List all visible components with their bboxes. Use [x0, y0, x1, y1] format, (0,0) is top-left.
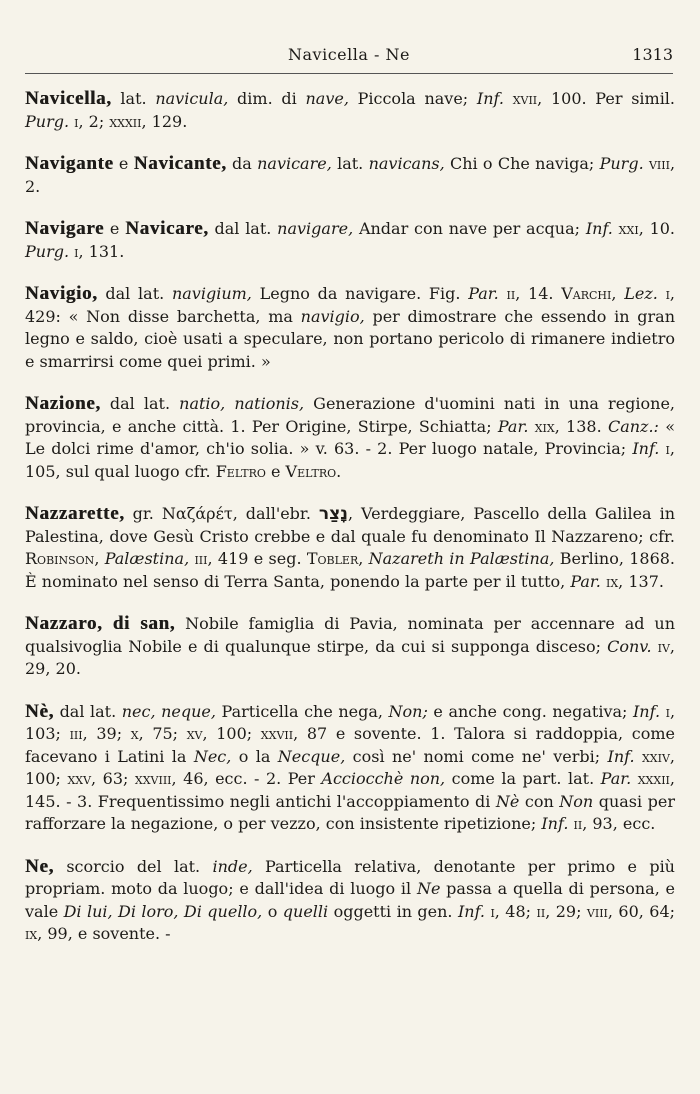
entry-text-run: xxxii [109, 111, 142, 131]
entry-text-run: xxvii [260, 724, 294, 743]
entry-text-run: quelli [282, 901, 329, 921]
entry-text-run: dal lat. [100, 394, 180, 413]
entry-text-run: navicans, [368, 154, 445, 173]
entry-text-run: Acciocchè non, [321, 769, 446, 788]
entry-text-run: Lez. [624, 284, 658, 303]
entry-text-run: Tobler [306, 549, 359, 568]
entry-text-run: Nè [495, 791, 520, 811]
entry-text-run: . [336, 461, 342, 481]
entry-text-run: come la part. lat. [445, 769, 601, 788]
entry-text-run: , 93, ecc. [582, 814, 656, 833]
entry-text-run: , 103; [25, 701, 676, 743]
entry-text-run: , Verdeggiare, Pascello della Galilea in Palestina, dove Gesù Cristo crebbe e dal quale fu denominato Il Nazzareno; cfr. [25, 504, 676, 546]
running-title: Navicella - Ne [288, 45, 410, 64]
entry-text-run: ii [568, 814, 583, 833]
entry-text-run: i [485, 901, 495, 921]
entry-text-run: per dimostrare che essendo in gran legno e saldo, cioè usati a speculare, non portano pericolo di rimanere indietro e smarrirsi come quei primi. » [25, 306, 675, 371]
entry-text-run: Particella che nega, [215, 701, 389, 721]
entry-text-run: xxxii [631, 769, 670, 788]
entry-text-run: lat. [111, 89, 156, 108]
entry-text-run: navigio, [300, 306, 365, 326]
entry-text-run: Par. [600, 769, 632, 788]
entry-text-run: Chi o Che naviga; [444, 154, 600, 173]
dictionary-entry [25, 153, 675, 198]
entry-text-run: , 100. Per simil. [537, 89, 676, 108]
entry-headword: Navigio, [25, 283, 98, 304]
entry-text-run: , 131. [78, 241, 125, 261]
dictionary-entry [25, 218, 675, 263]
entry-text-run: natio, nationis, [179, 394, 305, 413]
entry-text-run: Piccola nave; [348, 89, 477, 108]
entry-text-run: iii [69, 724, 83, 743]
entry-text-run: oggetti in gen. [328, 901, 458, 921]
entry-text-run: Canz.: [607, 416, 659, 436]
entry-headword: Ne, [25, 855, 55, 877]
entry-text-run: dal lat. [54, 701, 122, 721]
entry-text-run: Inf. [457, 901, 486, 921]
entry-text-run: Inf. [585, 219, 613, 238]
entry-text-run: navicare, [257, 154, 332, 173]
entry-headword: Nazzaro, di san, [25, 613, 176, 634]
entry-text-run: Di lui, Di loro, Di quello, [63, 901, 263, 921]
entry-text-run: i [69, 241, 79, 261]
entry-text-run: Purg. [599, 154, 644, 173]
entry-text-run: , 60, 64; [607, 901, 676, 921]
entry-text-run: da [226, 154, 258, 173]
entry-text-run: Inf. [476, 89, 504, 108]
entry-text-run: così ne' nomi come ne' verbi; [345, 746, 608, 766]
entry-text-run: nave, [305, 89, 349, 108]
entry-text-run: , 137. [618, 571, 664, 591]
entry-body [25, 219, 675, 261]
entry-text-run: , 10. [638, 219, 676, 238]
entry-text-run: ii [498, 284, 516, 303]
entry-text-run: , 2; [78, 111, 110, 131]
entry-text-run: i [69, 111, 79, 131]
entry-text-run: , 105, sul qual luogo cfr. [25, 439, 675, 481]
entry-text-run: , 63; [91, 769, 135, 788]
entry-text-run: , 429: « Non disse barchetta, ma [25, 284, 676, 326]
header-rule [25, 73, 673, 74]
entry-text-run: xvii [503, 89, 538, 108]
entry-text-run: x [130, 724, 139, 743]
entry-text-run: Inf. [632, 701, 661, 721]
entry-text-run: con [519, 791, 560, 811]
entry-text-run: quasi per rafforzare la negazione, o per vezzo, con insistente ripetizione; [25, 791, 675, 833]
entry-text-run: , 39; [82, 724, 131, 743]
dictionary-entry [25, 88, 675, 133]
entry-text-run: ix [600, 571, 619, 591]
dictionary-entry [25, 393, 675, 483]
entry-text-run: Par. [468, 284, 499, 303]
entry-text-run: i [657, 284, 670, 303]
entry-text-run: iii [189, 549, 208, 568]
entry-headword: Navigare [25, 218, 105, 239]
entry-text-run: dim. di [228, 89, 306, 108]
entry-text-run: Non; [388, 701, 428, 721]
entry-text-run: Par. [570, 571, 601, 591]
dictionary-entry [25, 701, 675, 836]
entry-text-run: e [113, 154, 134, 173]
entry-text-run: i [660, 701, 670, 721]
entry-text-run: dal lat. [208, 219, 278, 238]
entry-text-run: xxiv [634, 746, 670, 766]
entry-text-run: , 138. [554, 416, 608, 436]
entry-text-run: Par. [497, 416, 529, 436]
entry-body [25, 702, 675, 834]
entry-text-run: e [265, 461, 286, 481]
entry-text-run: xxi [612, 219, 639, 238]
entry-headword: Nazzarette, [25, 503, 125, 524]
dictionary-entry [25, 856, 675, 946]
entry-text-run: , 100; [25, 746, 676, 788]
entry-text-run: navicula, [155, 89, 229, 108]
entry-list [25, 88, 675, 966]
entry-text-run: e anche cong. negativa; [427, 701, 633, 721]
entry-text-run: Berlino, 1868. È nominato nel senso di Terra Santa, ponendo la parte per il tutto, [25, 549, 676, 591]
entry-text-run: xxv [67, 769, 92, 788]
entry-text-run: navigium, [171, 284, 252, 303]
entry-body [25, 857, 675, 944]
entry-text-run: Veltro [285, 461, 337, 481]
entry-text-run: , [94, 549, 105, 568]
entry-text-run: , 29, 20. [25, 636, 676, 678]
entry-text-run: ii [536, 901, 546, 921]
entry-headword: Nazione, [25, 393, 101, 414]
entry-text-run: i [659, 439, 670, 458]
entry-text-run: , 14. [515, 284, 562, 303]
entry-text-run: Varchi [561, 284, 612, 303]
entry-text-run: Purg. [25, 111, 70, 131]
entry-text-run: , 145. - 3. Frequentissimo negli antichi l'accoppiamento di [25, 769, 675, 811]
entry-text-run: , 2. [25, 154, 676, 196]
entry-text-run: navigare, [277, 219, 354, 238]
entry-text-run: Nobile famiglia di Pavia, nominata per accennare ad un qualsivoglia Nobile e di qualunque stirpe, da cui si supponga disceso; [25, 614, 676, 656]
entry-text-run: Feltro [215, 461, 266, 481]
dictionary-entry [25, 503, 675, 593]
entry-text-run: , [611, 284, 625, 303]
entry-text-run: , [358, 549, 369, 568]
entry-text-run: , 75; [138, 724, 187, 743]
entry-text-run: Ne [416, 879, 441, 898]
entry-text-run: inde, [212, 856, 253, 876]
entry-text-run: Nazareth in Palæstina, [368, 549, 555, 568]
entry-text-run: gr. Ναζάρέτ, dall'ebr. [124, 504, 319, 523]
entry-text-run: Robinson [25, 549, 95, 568]
entry-text-run: Legno da navigare. Fig. [251, 284, 469, 303]
entry-body [25, 89, 675, 131]
entry-text-run: Nec, [193, 746, 232, 766]
entry-text-run: Necque, [277, 746, 346, 766]
entry-headword: Navigante [25, 153, 114, 174]
page-number: 1313 [632, 45, 673, 64]
entry-text-run: viii [643, 154, 670, 173]
entry-text-run: iv [651, 636, 670, 656]
entry-text-run: « Le dolci rime d'amor, ch'io solia. » v. 63. - 2. Per luogo natale, Provincia; [25, 416, 676, 458]
entry-text-run: xxviii [134, 769, 172, 788]
entry-text-run: xv [186, 724, 203, 743]
entry-body [25, 284, 675, 371]
entry-text-run: Navicare, [125, 218, 209, 239]
entry-body [25, 154, 675, 196]
entry-text-run: Inf. [632, 439, 660, 458]
entry-text-run: o [262, 901, 283, 921]
entry-text-run: Inf. [541, 814, 569, 833]
entry-text-run: , 46, ecc. - 2. Per [171, 769, 322, 788]
entry-text-run: Generazione d'uomini nati in una regione, provincia, e anche città. 1. Per Origine, Stirpe, Schiatta; [25, 394, 676, 436]
dictionary-entry [25, 283, 675, 373]
entry-text-run: Particella relativa, denotante per primo e più propriam. moto da luogo; e dall'idea di luogo il [25, 856, 675, 898]
entry-text-run: ix [25, 924, 38, 943]
dictionary-entry [25, 613, 675, 681]
entry-text-run: , 100; [202, 724, 261, 743]
entry-text-run: , 87 e sovente. 1. Talora si raddoppia, come facevano i Latini la [25, 724, 676, 766]
entry-headword: Nè, [25, 700, 55, 722]
entry-text-run: passa a quella di persona, e vale [25, 879, 676, 921]
entry-text-run: Non [559, 791, 594, 811]
entry-text-run: nec, neque, [121, 701, 216, 721]
entry-text-run: o la [231, 746, 278, 766]
entry-text-run: , 99, e sovente. - [37, 924, 171, 943]
entry-text-run: , 419 e seg. [207, 549, 307, 568]
entry-text-run: , 129. [141, 111, 188, 131]
entry-text-run: Palæstina, [104, 549, 190, 568]
entry-text-run: Andar con nave per acqua; [353, 219, 586, 238]
entry-text-run: , 29; [545, 901, 587, 921]
entry-headword: Navicella, [25, 88, 112, 109]
entry-text-run: , 48; [494, 901, 537, 921]
entry-text-run: viii [586, 901, 608, 921]
entry-text-run: dal lat. [97, 284, 172, 303]
entry-text-run: Navicante, [133, 153, 227, 174]
entry-text-run: e [104, 219, 126, 238]
entry-text-run: Inf. [607, 746, 635, 766]
entry-text-run: נָצַר [318, 504, 348, 524]
page-header [25, 45, 673, 75]
entry-text-run: Conv. [607, 636, 652, 656]
entry-text-run: xix [528, 416, 555, 436]
entry-text-run: Purg. [25, 241, 70, 261]
entry-text-run: lat. [331, 154, 369, 173]
entry-text-run: scorcio del lat. [54, 856, 213, 876]
entry-body [25, 394, 675, 481]
